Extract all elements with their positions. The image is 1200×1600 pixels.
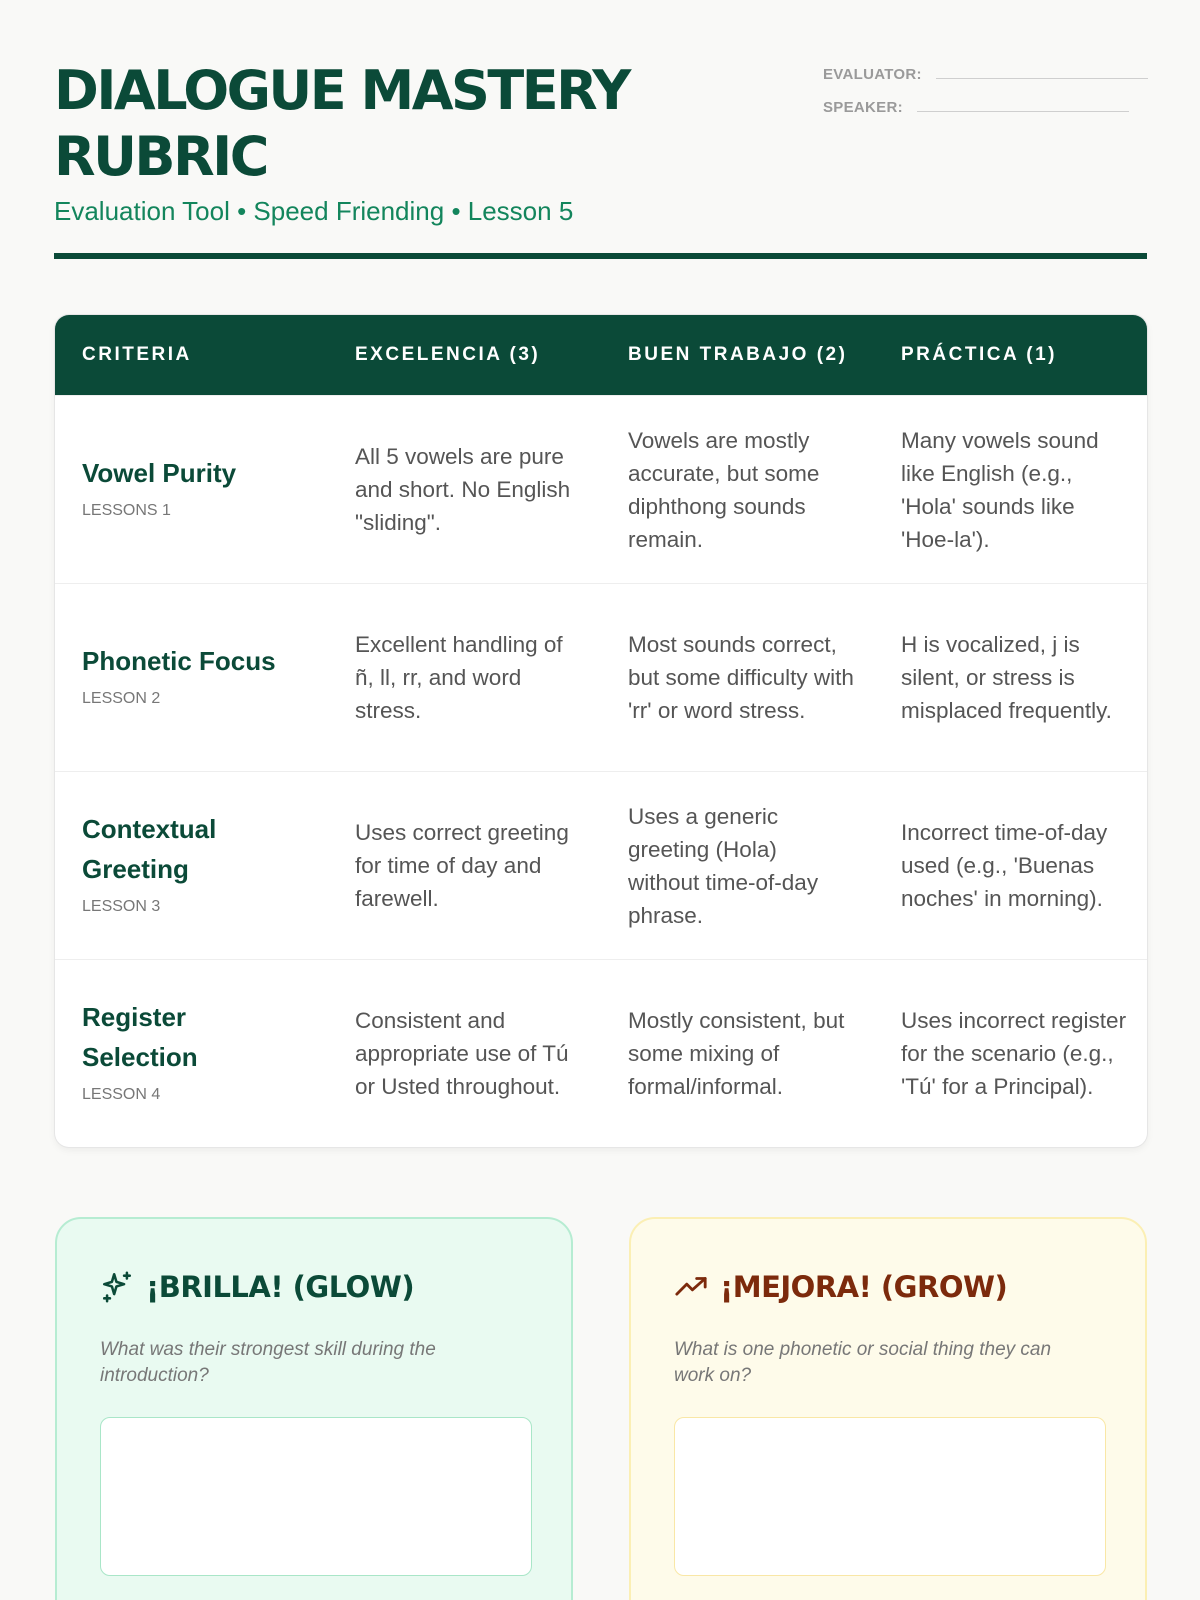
speaker-row: [823, 91, 1148, 124]
evaluator-field[interactable]: [936, 78, 1148, 79]
criteria-lesson: LESSON 4: [82, 1085, 161, 1103]
grow-title: ¡MEJORA! (GROW): [720, 1270, 1008, 1304]
trending-up-icon: [674, 1270, 708, 1304]
column-header-excelencia: EXCELENCIA (3): [355, 344, 541, 365]
buen-trabajo-cell: Mostly consistent, but some mixing of formal/informal.: [628, 1008, 845, 1099]
sparkles-icon: [100, 1270, 134, 1304]
column-header-practica: PRÁCTICA (1): [901, 344, 1057, 365]
criteria-name: Vowel Purity: [82, 457, 237, 488]
table-row: [55, 583, 1147, 771]
criteria-cell: [55, 997, 328, 1111]
evaluator-row: [823, 58, 1148, 91]
column-header-buen-trabajo: BUEN TRABAJO (2): [628, 344, 848, 365]
glow-title: ¡BRILLA! (GLOW): [146, 1270, 415, 1304]
criteria-lesson: LESSONS 1: [82, 501, 171, 519]
criteria-cell: [55, 453, 328, 527]
practica-cell: H is vocalized, j is silent, or stress is misplaced frequently.: [901, 632, 1112, 723]
criteria-cell: [55, 641, 328, 715]
grow-card-header: [674, 1267, 1103, 1307]
criteria-name: Phonetic Focus: [82, 645, 276, 676]
grow-answer-box[interactable]: [674, 1417, 1106, 1576]
table-row: [55, 395, 1147, 583]
buen-trabajo-cell: Vowels are mostly accurate, but some diphthong sounds remain.: [628, 427, 820, 552]
practica-cell: Uses incorrect register for the scenario (e.g., 'Tú' for a Principal).: [901, 1008, 1127, 1099]
evaluator-label: EVALUATOR:: [823, 66, 922, 83]
excelencia-cell: Excellent handling of ñ, ll, rr, and word stress.: [355, 632, 563, 723]
buen-trabajo-cell: Most sounds correct, but some difficulty with 'rr' or word stress.: [628, 632, 854, 723]
buen-trabajo-cell: Uses a generic greeting (Hola) without time-of-day phrase.: [628, 803, 819, 928]
glow-answer-box[interactable]: [100, 1417, 532, 1576]
criteria-lesson: LESSON 2: [82, 689, 161, 707]
grow-prompt: What is one phonetic or social thing they can work on?: [674, 1339, 1052, 1386]
excelencia-cell: All 5 vowels are pure and short. No English "sliding".: [355, 444, 571, 535]
glow-card: [55, 1217, 573, 1600]
evaluation-meta: [823, 58, 1148, 124]
page-subtitle: Evaluation Tool • Speed Friending • Lesson 5: [54, 196, 574, 226]
excelencia-cell: Consistent and appropriate use of Tú or Usted throughout.: [355, 1008, 569, 1099]
criteria-name: Register Selection: [82, 1001, 198, 1072]
speaker-field[interactable]: [917, 111, 1129, 112]
column-header-criteria: CRITERIA: [82, 344, 192, 365]
table-header: [55, 315, 1147, 395]
practica-cell: Incorrect time-of-day used (e.g., 'Buenas noches' in morning).: [901, 820, 1108, 911]
grow-card: [629, 1217, 1147, 1600]
table-row: [55, 771, 1147, 959]
criteria-name: Contextual Greeting: [82, 813, 217, 884]
glow-card-header: [100, 1267, 529, 1307]
excelencia-cell: Uses correct greeting for time of day and farewell.: [355, 820, 569, 911]
table-row: [55, 959, 1147, 1147]
practica-cell: Many vowels sound like English (e.g., 'Hola' sounds like 'Hoe-la').: [901, 427, 1099, 552]
header-divider: [54, 253, 1147, 259]
speaker-label: SPEAKER:: [823, 99, 903, 116]
criteria-cell: [55, 809, 328, 923]
rubric-table: [55, 315, 1147, 1147]
glow-prompt: What was their strongest skill during the introduction?: [100, 1339, 436, 1386]
criteria-lesson: LESSON 3: [82, 897, 161, 915]
page-title: DIALOGUE MASTERY RUBRIC: [54, 59, 629, 188]
